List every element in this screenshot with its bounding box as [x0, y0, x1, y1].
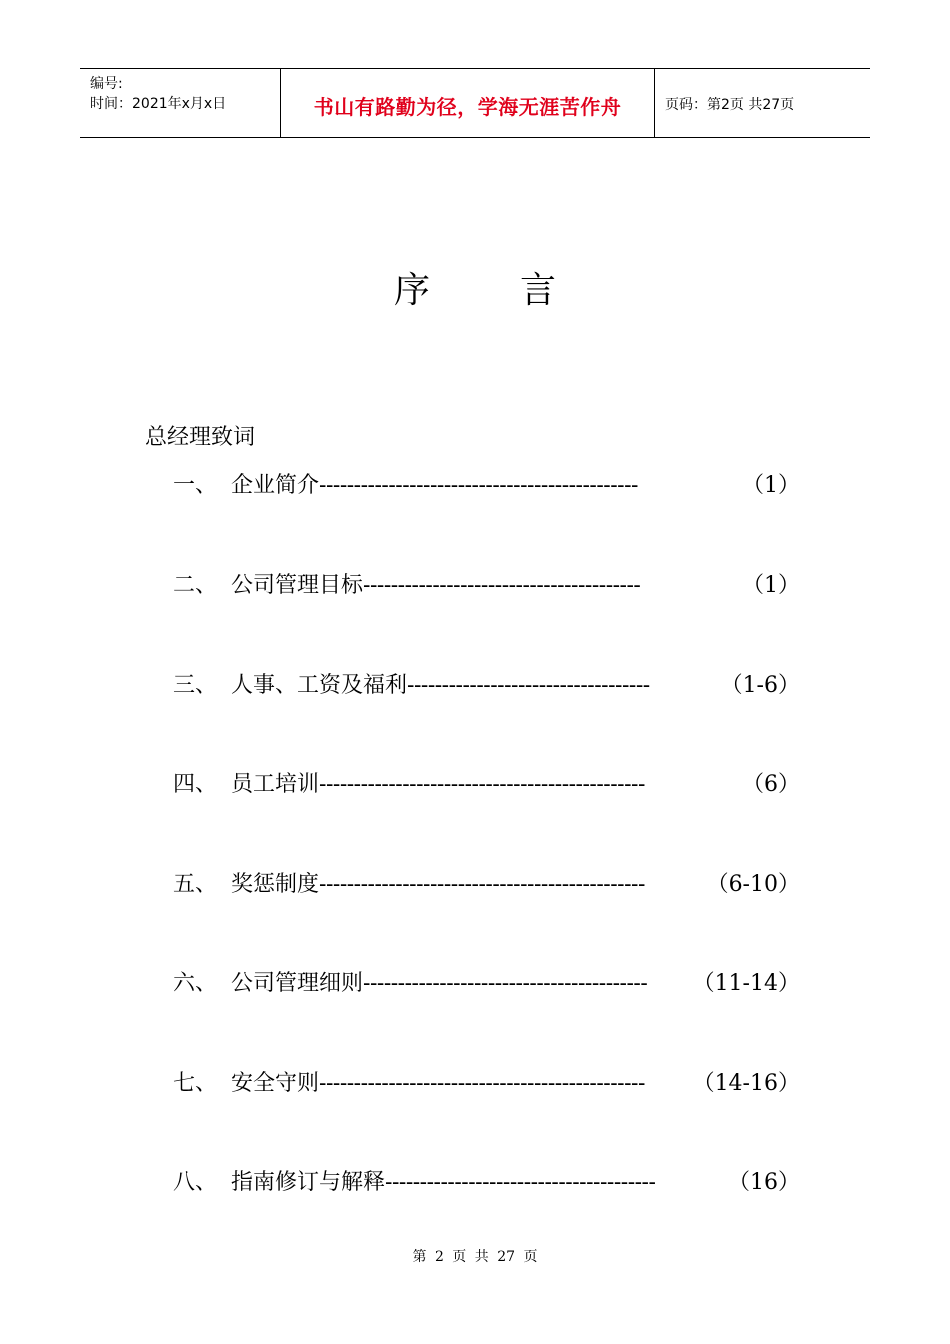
toc-item-pages: （6）: [742, 772, 800, 797]
toc-leader: ----------------------------------------------: [319, 473, 638, 498]
toc-item-pages: （1）: [742, 473, 800, 498]
toc-item-title: 公司管理细则: [231, 971, 364, 996]
toc-item-number: 四、: [173, 772, 218, 797]
serial-label: 编号:: [90, 76, 123, 92]
toc-item-pages: （16）: [728, 1170, 800, 1195]
title-char-1: 序: [393, 270, 430, 311]
toc-item-number: 七、: [173, 1071, 218, 1096]
toc-item[interactable]: [173, 568, 800, 599]
title-char-2: 言: [520, 270, 557, 311]
toc-leader: -----------------------------------: [407, 673, 650, 698]
toc-item-number: 六、: [173, 971, 218, 996]
toc-leader: ---------------------------------------: [385, 1170, 656, 1195]
toc-item-pages: （1）: [742, 573, 800, 598]
toc-item[interactable]: [173, 1165, 800, 1196]
page-footer: 第 2 页 共 27 页: [412, 1249, 538, 1265]
toc-item-number: 五、: [173, 872, 218, 897]
toc-item[interactable]: [173, 1066, 800, 1097]
toc-item[interactable]: [173, 867, 800, 898]
header-mid-cell: [281, 69, 655, 137]
toc-leader: -----------------------------------------: [363, 971, 648, 996]
toc-item-number: 二、: [173, 573, 218, 598]
toc-item-title: 公司管理目标: [231, 573, 364, 598]
header-right-cell: [655, 69, 870, 137]
gm-speech-heading: 总经理致词: [145, 425, 256, 450]
toc-item-title: 企业简介: [231, 473, 320, 498]
page-title: [0, 262, 950, 313]
toc-item[interactable]: [173, 767, 800, 798]
toc-item[interactable]: [173, 468, 800, 499]
header-page-info: 页码：第2页 共27页: [665, 97, 795, 113]
toc-item-number: 三、: [173, 673, 218, 698]
toc-item-title: 员工培训: [231, 772, 320, 797]
toc-item-title: 人事、工资及福利: [231, 673, 408, 698]
toc-item-number: 一、: [173, 473, 218, 498]
toc-item-pages: （11-14）: [692, 971, 800, 996]
toc-item-title: 指南修订与解释: [231, 1170, 386, 1195]
toc-item-title: 安全守则: [231, 1071, 320, 1096]
toc-item[interactable]: [173, 966, 800, 997]
toc-item-number: 八、: [173, 1170, 218, 1195]
toc-leader: -----------------------------------------------: [319, 1071, 645, 1096]
toc-leader: ----------------------------------------: [363, 573, 641, 598]
toc-item[interactable]: [173, 668, 800, 699]
time-label: 时间：2021年x月x日: [90, 96, 227, 112]
header-table: [80, 68, 870, 138]
toc-item-pages: （1-6）: [720, 673, 800, 698]
header-left-cell: [80, 69, 281, 137]
toc-leader: -----------------------------------------------: [319, 872, 645, 897]
toc-leader: -----------------------------------------------: [319, 772, 645, 797]
toc-item-pages: （14-16）: [692, 1071, 800, 1096]
toc-item-pages: （6-10）: [706, 872, 800, 897]
toc-item-title: 奖惩制度: [231, 872, 320, 897]
motto-text: 书山有路勤为径，学海无涯苦作舟: [313, 95, 622, 119]
